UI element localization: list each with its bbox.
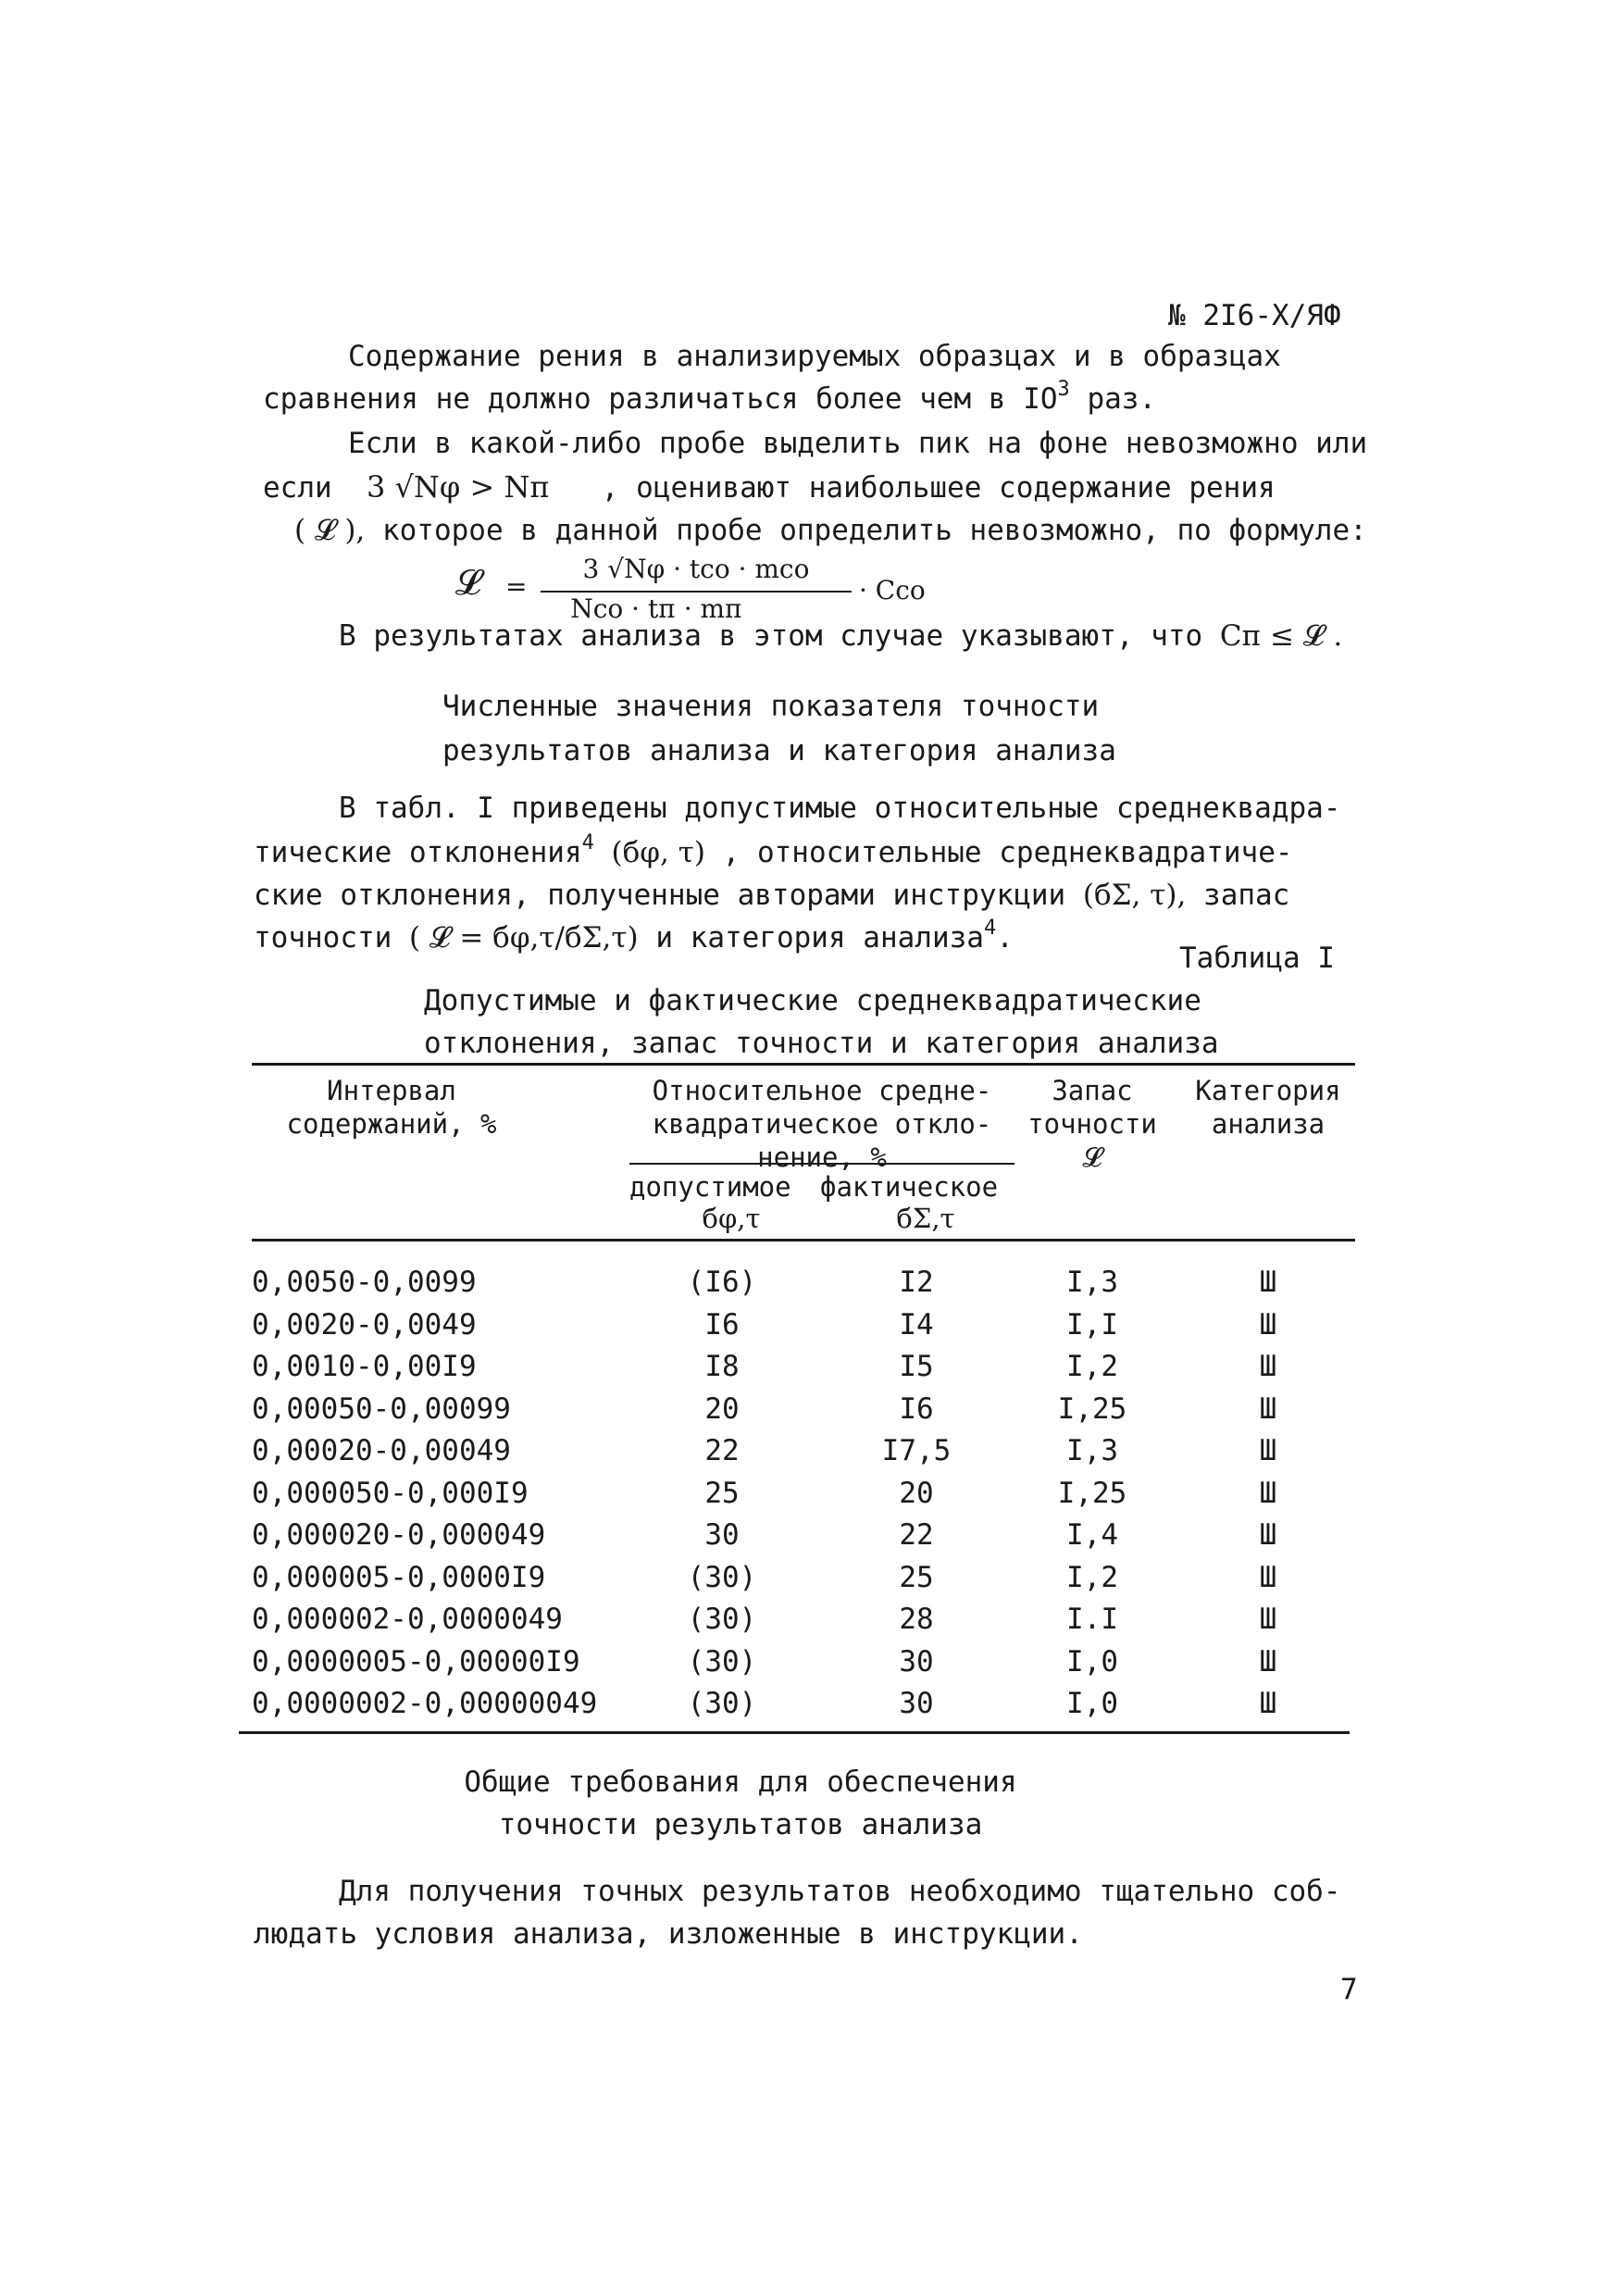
paragraph-2-line-2 [263,466,1276,510]
cell-interval: 0,0010-0,00I9 [252,1350,477,1383]
cell-category: Ш [1259,1476,1277,1510]
paragraph-1-line-2 [263,378,1156,421]
header-margin-line-1: Запас [1052,1075,1133,1106]
cell-actual: I5 [899,1350,934,1383]
cell-margin: I,25 [1057,1476,1127,1510]
cell-margin: I,0 [1066,1687,1118,1720]
table-top-rule [252,1063,1355,1066]
cell-allowed: 30 [704,1518,740,1552]
cell-allowed: (30) [687,1603,757,1636]
cell-interval: 0,000020-0,000049 [252,1518,546,1552]
cell-interval: 0,000005-0,0000I9 [252,1560,546,1594]
cell-interval: 0,000050-0,000I9 [252,1476,529,1510]
page-number: 7 [1340,1973,1358,2006]
table-header-rule [252,1239,1355,1242]
cell-margin: I.I [1066,1603,1118,1636]
paragraph-4-line-2-a: тические отклонения [254,836,582,869]
cell-category: Ш [1259,1307,1277,1341]
cell-category: Ш [1259,1644,1277,1678]
cell-category: Ш [1259,1603,1277,1636]
paragraph-4-line-4-b: и категория анализа [655,921,984,955]
cell-category: Ш [1259,1350,1277,1383]
cell-actual: I6 [899,1391,934,1426]
cell-actual: I4 [899,1307,934,1341]
header-relative-line-3: нение, % [757,1142,887,1173]
cell-actual: 30 [899,1644,934,1678]
cell-category: Ш [1259,1518,1277,1552]
cell-actual: 25 [899,1560,934,1594]
cell-category: Ш [1259,1266,1277,1299]
paragraph-2-line-1: Если в какой-либо пробе выделить пик на фоне невозможно или [348,427,1368,460]
formula-denominator: Nсо · tп · mп [570,593,742,624]
inequality-formula: 3 √Nφ > Nп [366,469,550,505]
paragraph-3-math: Cп ≤ 𝓛 . [1219,619,1343,653]
cell-allowed: (30) [687,1644,757,1678]
header-relative-deviation [620,1074,1024,1174]
cell-interval: 0,0000002-0,00000049 [252,1687,598,1720]
header-interval-line-1: Интервал [327,1075,456,1106]
paragraph-2-prefix: если [263,471,332,505]
formula-lhs: 𝓛 [455,562,481,603]
cell-allowed: 22 [704,1434,740,1467]
cell-actual: 20 [899,1476,934,1510]
cell-interval: 0,0020-0,0049 [252,1307,477,1341]
subheader-allowed: допустимое [629,1171,791,1203]
cell-interval: 0,000002-0,0000049 [252,1603,563,1636]
paragraph-4-line-2 [254,831,1293,875]
paragraph-3 [339,615,1342,658]
header-category-line-1: Категория [1195,1075,1341,1106]
paragraph-3-text: В результатах анализа в этом случае указывают, что [339,619,1203,653]
cell-margin: I,2 [1066,1350,1118,1383]
formula-equals: = [505,571,528,602]
document-number: № 2I6-X/ЯФ [1168,299,1341,332]
power-exponent: 3 [1057,378,1070,401]
table-title-line-2: отклонения, запас точности и категория анализа [424,1027,1219,1060]
cell-category: Ш [1259,1560,1277,1594]
script-l-symbol: ( 𝓛 ), [294,514,366,547]
header-category-line-2: анализа [1211,1108,1326,1140]
header-relative-line-2: квадратическое откло- [652,1108,992,1140]
paragraph-1-line-2-end: раз. [1069,382,1157,416]
paragraph-2-line-3-rest: которое в данной пробе определить невозможно, по формуле: [381,514,1367,547]
table-title-line-1: Допустимые и фактические среднеквадратические [424,984,1201,1017]
header-interval-line-2: содержаний, % [286,1108,497,1140]
paragraph-1-line-1: Содержание рения в анализируемых образцах и в образцах [348,340,1281,373]
cell-allowed: (30) [687,1560,757,1594]
cell-category: Ш [1259,1434,1277,1467]
cell-actual: 30 [899,1687,934,1720]
cell-allowed: 25 [704,1476,740,1510]
cell-margin: I,I [1066,1307,1118,1341]
cell-actual: I7,5 [881,1434,952,1467]
paragraph-5-line-1: Для получения точных результатов необходимо тщательно соб- [339,1875,1341,1908]
cell-actual: 22 [899,1518,934,1552]
paragraph-2-line-3 [294,509,1367,553]
cell-margin: I,0 [1066,1644,1118,1678]
sigma-sum-symbol: (бΣ, τ), [1082,879,1187,912]
paragraph-4-line-3-b: запас [1203,879,1290,912]
subheader-actual-symbol: бΣ,τ [896,1203,955,1234]
cell-margin: I,4 [1066,1518,1118,1552]
cell-allowed: I8 [704,1350,740,1383]
paragraph-4-line-3-a: ские отклонения, полученные авторами инструкции [254,879,1066,912]
paragraph-5-line-2: людать условия анализа, изложенные в инструкции. [254,1917,1083,1951]
header-precision-margin [1018,1074,1166,1174]
table-bottom-rule [239,1731,1350,1734]
section-heading-1-line-1: Численные значения показателя точности [442,690,1100,723]
header-margin-symbol: 𝓛 [1082,1142,1102,1173]
sigma-phi-symbol: (бφ, τ) [611,836,705,869]
paragraph-1-line-2-text: сравнения не должно различаться более чем в IO [263,382,1058,416]
paragraph-4-line-1: В табл. I приведены допустимые относительные среднеквадра- [339,792,1341,825]
formula-numerator: 3 √Nφ · tсо · mсо [582,554,810,584]
cell-interval: 0,0050-0,0099 [252,1266,477,1299]
paragraph-4-line-4-a: точности [254,921,392,955]
cell-allowed: (30) [687,1687,757,1720]
header-margin-line-2: точности [1027,1108,1157,1140]
cell-allowed: I6 [704,1307,740,1341]
header-interval [257,1074,526,1141]
cell-margin: I,3 [1066,1266,1118,1299]
paragraph-4-line-4 [254,917,1014,960]
footnote-ref: 4 [581,831,594,855]
subheader-actual: фактическое [820,1171,999,1203]
cell-allowed: 20 [704,1391,740,1426]
precision-margin-formula: ( 𝓛 = бφ,τ/бΣ,τ) [408,921,639,955]
cell-margin: I,25 [1057,1391,1127,1426]
paragraph-4-line-3 [254,874,1289,917]
paragraph-4-line-4-end: . [996,921,1014,955]
paragraph-4-line-2-b: , относительные среднеквадратиче- [722,836,1293,869]
cell-interval: 0,00020-0,00049 [252,1434,511,1467]
table-label: Таблица I [1179,942,1335,975]
formula-tail: · Cсо [859,575,926,605]
cell-interval: 0,00050-0,00099 [252,1391,511,1426]
cell-actual: I2 [899,1266,934,1299]
section-heading-2-line-1: Общие требования для обеспечения [464,1766,1017,1799]
cell-actual: 28 [899,1603,934,1636]
section-heading-2-line-2: точности результатов анализа [498,1808,983,1841]
footnote-ref-2: 4 [983,917,997,940]
cell-margin: I,2 [1066,1560,1118,1594]
header-relative-line-1: Относительное средне- [652,1075,992,1106]
cell-category: Ш [1259,1391,1277,1426]
paragraph-2-rest: , оценивают наибольшее содержание рения [601,471,1276,505]
cell-allowed: (I6) [687,1266,757,1299]
cell-category: Ш [1259,1687,1277,1720]
header-category [1176,1074,1361,1141]
cell-interval: 0,0000005-0,00000I9 [252,1644,580,1678]
section-heading-1-line-2: результатов анализа и категория анализа [442,734,1116,767]
subheader-allowed-symbol: бφ,τ [702,1203,761,1234]
cell-margin: I,3 [1066,1434,1118,1467]
